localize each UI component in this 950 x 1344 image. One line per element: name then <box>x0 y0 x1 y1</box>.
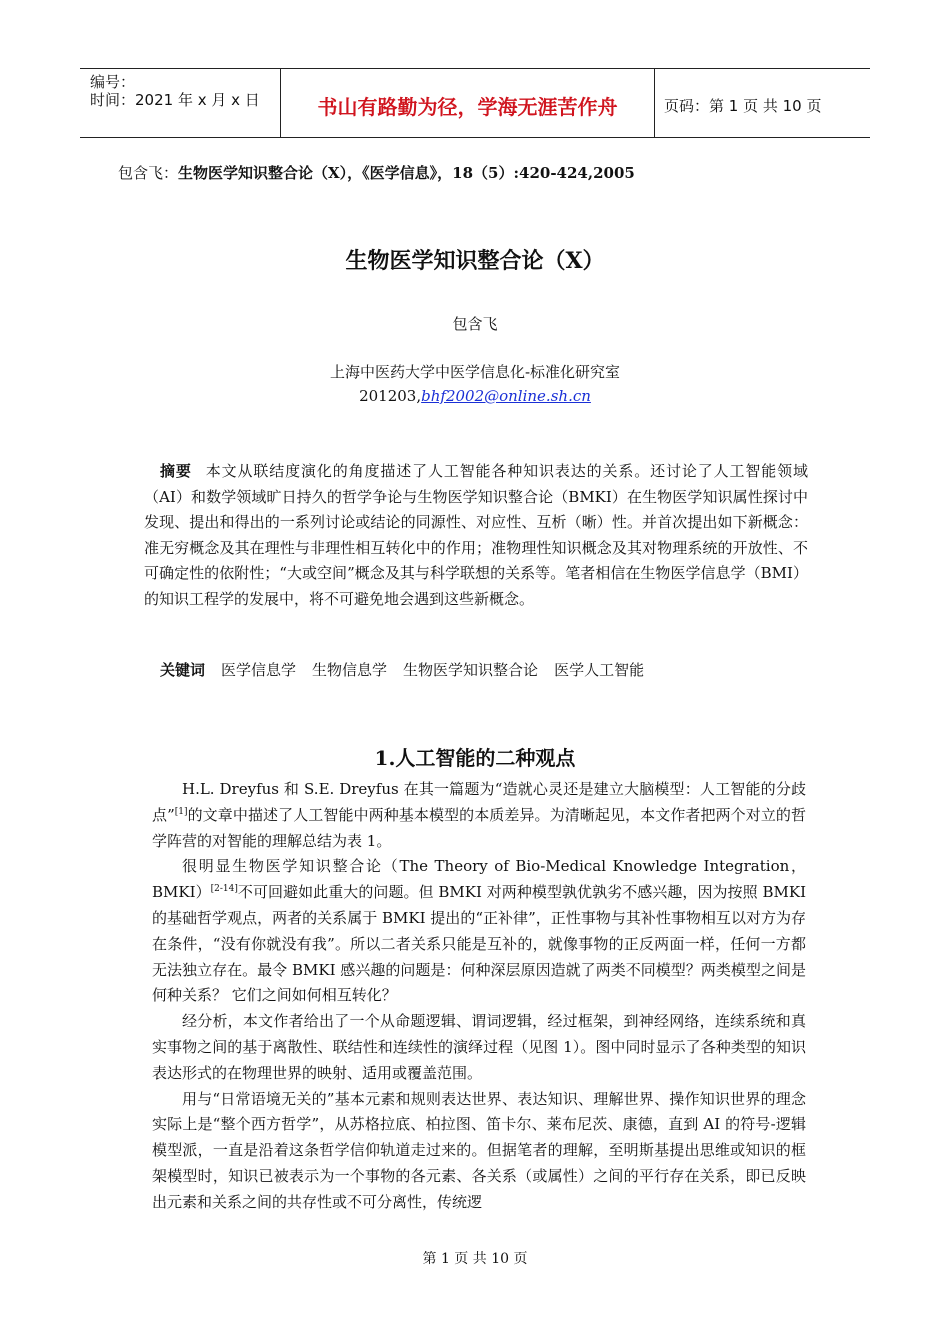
abstract-label: 摘要 <box>160 462 192 480</box>
header-page-cell <box>654 69 870 137</box>
paper-affiliation: 上海中医药大学中医学信息化-标准化研究室 <box>329 363 621 381</box>
abstract <box>144 459 808 613</box>
paper-title: 生物医学知识整合论（X） <box>345 248 605 274</box>
section-heading: 1.人工智能的二种观点 <box>374 746 576 770</box>
keyword-item: 生物信息学 <box>312 661 388 679</box>
header-page-number: 页码：第 1 页 共 10 页 <box>664 97 822 115</box>
header-info-cell <box>80 69 280 137</box>
paragraph-1 <box>152 777 806 854</box>
paragraph-1-text-b: 的文章中描述了人工智能中两种基本模型的本质差异。为清晰起见，本文作者把两个对立的哲学阵营的对智能的理解总结为表 1。 <box>152 805 806 850</box>
keywords <box>160 659 660 680</box>
section-body <box>152 777 806 1216</box>
citation-author: 包含飞： <box>118 164 179 182</box>
header-motto: 书山有路勤为径，学海无涯苦作舟 <box>317 95 618 119</box>
reference-mark: [1] <box>174 806 188 817</box>
paper-author: 包含飞 <box>452 315 498 333</box>
paragraph-2-text-a: 很明显生物医学知识整合论（The Theory of Bio-Medical Knowledge Integration，BMKI） <box>152 857 806 902</box>
paragraph-4: 用与“日常语境无关的”基本元素和规则表达世界、表达知识、理解世界、操作知识世界的理念实际上是“整个西方哲学”，从苏格拉底、柏拉图、笛卡尔、莱布尼茨、康德，直到 AI 的符号-逻辑模型派，一直是沿着这条哲学信仰轨道走过来的。但据笔者的理解，至明斯基提出思维或知识的框架模型时，知识已被表示为一个事物的各元素、各关系（或属性）之间的平行存在关系，即已反映出元素和关系之间的共存性或不可分离性，传统逻 <box>152 1089 806 1211</box>
paragraph-2 <box>152 854 806 1009</box>
reference-mark: [2-14] <box>210 884 238 895</box>
paper-postcode: 201203, <box>359 387 422 405</box>
keyword-item: 生物医学知识整合论 <box>403 661 539 679</box>
paper-contact <box>0 387 950 405</box>
paragraph-1-text-a: H.L. Dreyfus 和 S.E. Dreyfus 在其一篇题为“造就心灵还是建立大脑模型：人工智能的分歧点” <box>152 780 806 824</box>
paragraph-3: 经分析，本文作者给出了一个从命题逻辑、谓词逻辑，经过框架，到神经网络，连续系统和真实事物之间的基于离散性、联结性和连续性的演绎过程（见图 1）。图中同时显示了各种类型的知识表达形式的在物理世界的映射、适用或覆盖范围。 <box>152 1012 806 1082</box>
document-number: 编号： <box>90 73 136 91</box>
citation-text: 生物医学知识整合论（X），《医学信息》，18（5）:420-424,2005 <box>178 164 635 182</box>
email-link[interactable]: bhf2002@online.sh.cn <box>421 387 591 405</box>
keyword-item: 医学人工智能 <box>554 661 645 679</box>
keyword-item: 医学信息学 <box>221 661 297 679</box>
paragraph-2-text-b: 不可回避如此重大的问题。但 BMKI 对两种模型孰优孰劣不感兴趣，因为按照 BMKI 的基础哲学观点，两者的关系属于 BMKI 提出的“正补律”，正性事物与其补性事物相互以对方为存在条件，“没有你就没有我”。所以二者关系只能是互补的，就像事物的正反两面一样，任何一方都无法独立存在。最令 BMKI 感兴趣的问题是：何种深层原因造就了两类不同模型？两类模型之间是何种关系？ 它们之间如何相互转化？ <box>152 883 806 1005</box>
citation-line <box>118 162 635 183</box>
page-footer: 第 1 页 共 10 页 <box>422 1251 528 1267</box>
abstract-text: 本文从联结度演化的角度描述了人工智能各种知识表达的关系。还讨论了人工智能领域（AI）和数学领域旷日持久的哲学争论与生物医学知识整合论（BMKI）在生物医学知识属性探讨中发现、提出和得出的一系列讨论或结论的同源性、对应性、互析（晰）性。并首次提出如下新概念：准无穷概念及其在理性与非理性相互转化中的作用；准物理性知识概念及其对物理系统的开放性、不可确定性的依附性；“大或空间”概念及其与科学联想的关系等。笔者相信在生物医学信息学（BMI）的知识工程学的发展中，将不可避免地会遇到这些新概念。 <box>144 462 808 608</box>
keywords-label: 关键词 <box>160 661 206 679</box>
header-table <box>80 68 870 138</box>
header-motto-cell <box>280 69 655 137</box>
document-date: 时间：2021 年 x 月 x 日 <box>90 91 260 109</box>
